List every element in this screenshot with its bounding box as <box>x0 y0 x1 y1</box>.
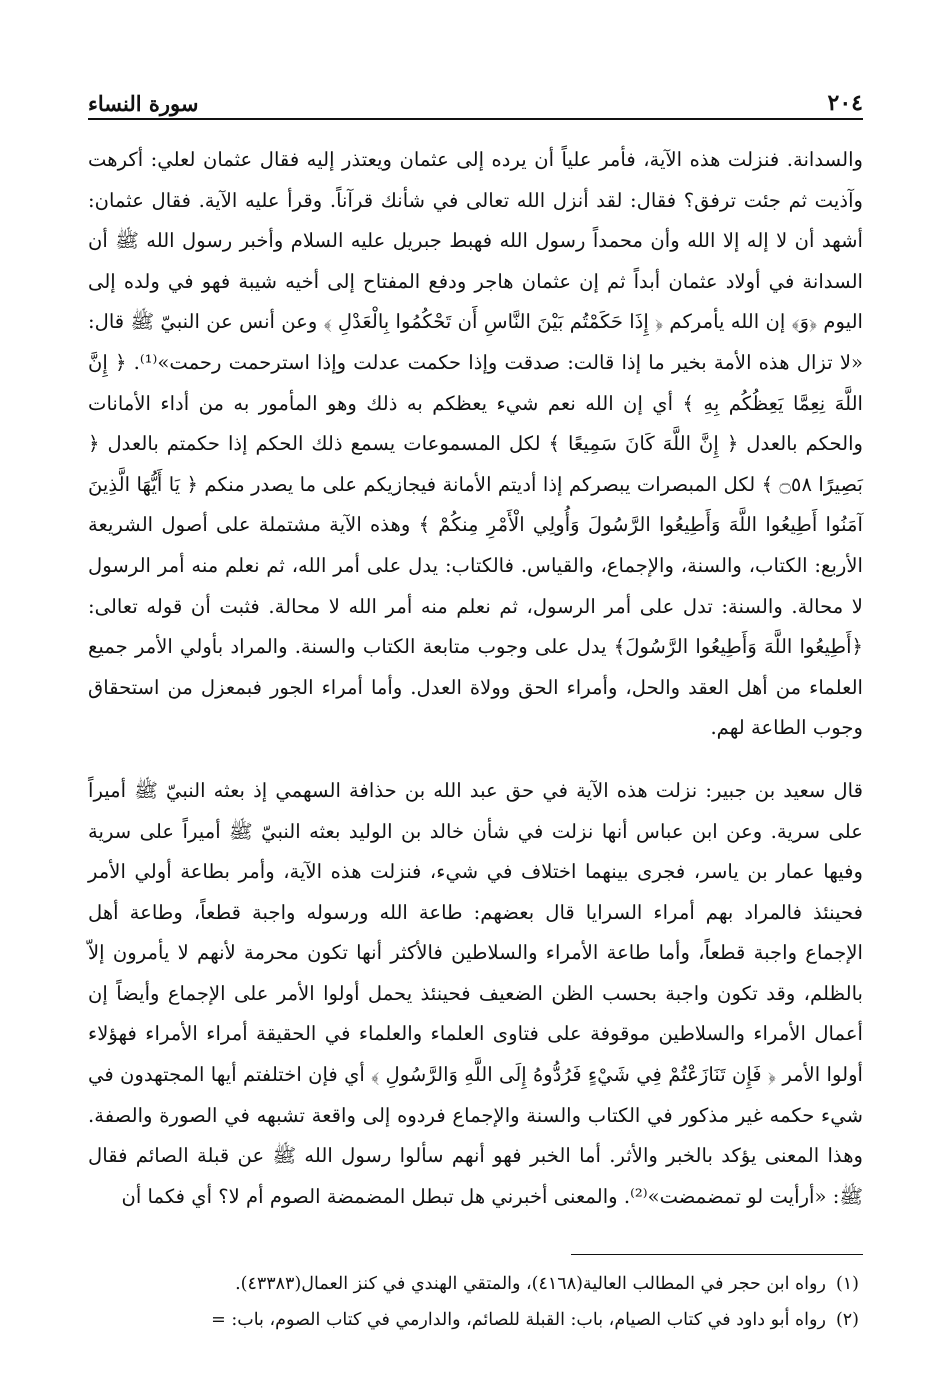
text-line: وَأَطِيعُوا الرَّسُولَ﴾ يدل على وجوب متابعة الكتاب والسنة. والمراد بأولي الأمر جميع العلماء من <box>88 635 863 699</box>
text-line: السدانة في أولاد عثمان أبداً ثم إن عثمان هاجر ودفع المفتاح إلى أخيه شيبة فهو في ولده إلى اليوم <box>88 269 864 334</box>
text-line: فحينئذ فالمراد بهم أمراء السرايا قال بعضهم: طاعة الله ورسوله واجبة قطعاً، وطاعة أهل <box>88 900 863 924</box>
text-line: وآذيت ثم جئت ترفق؟ فقال: لقد أنزل الله تعالى في شأنك قرآناً. وقرأ عليه الآية. فقال عثمان: <box>88 188 863 212</box>
text-line: والسنة: تدل على أمر الرسول، ثم نعلم منه أمر الله لا محالة. فثبت أن قوله تعالى: ﴿أَطِيعُوا اللَّهَ <box>88 594 863 659</box>
footnote-number: (١) <box>835 1274 859 1294</box>
footnote-number: (٢) <box>835 1310 859 1330</box>
text-line: والسدانة. فنزلت هذه الآية، فأمر علياً أن يرده إلى عثمان ويعتذر إليه فقال عثمان لعلي: أكرهت <box>88 148 863 171</box>
text-line: بالظلم، وقد تكون واجبة بحسب الظن الضعيف فحينئذ يحمل أولوا الأمر على الإجماع وأيضاً إن <box>88 981 863 1005</box>
text-line: «أرأيت لو تمضمضت»⁽²⁾. والمعنى أخبرني هل تبطل المضمضة الصوم أم لا؟ أي فكما أن <box>121 1184 827 1208</box>
text-line: ﴿وَ﴾ إن الله يأمركم ﴿ إِذَا حَكَمْتُم بَيْنَ النَّاسِ أَن تَحْكُمُوا بِالْعَدْلِ ﴾ وعن أنس عن النبيّ ﷺ قال: «لا <box>88 310 863 374</box>
text-line: أعمال الأمراء والسلاطين موقوفة على فتاوى العلماء والعلماء في الحقيقة أمراء الأمراء فهؤلاء <box>88 1022 863 1046</box>
page-header <box>88 84 863 116</box>
text-line: والسنة، والإجماع، والقياس. فالكتاب: يدل على أمر الله، ثم نعلم منه أمر الرسول لا محالة. <box>88 553 863 618</box>
page-number: ٢٠٤ <box>827 90 863 116</box>
text-line: وفيها عمار بن ياسر، فجرى بينهما اختلاف في شيء، فنزلت هذه الآية، وأمر بطاعة أولي الأمر <box>88 860 863 884</box>
text-line: أميراً على سرية. وعن ابن عباس أنها نزلت في شأن خالد بن الوليد بعثه النبيّ ﷺ أميراً على سرية <box>88 778 863 843</box>
header-rule <box>88 118 863 120</box>
text-line: أهل العقد والحل، وأمراء الحق وولاة العدل. وأما أمراء الجور فبمعزل من استحقاق وجوب <box>88 675 863 740</box>
text-line: لكل المبصرات يبصركم إذا أديتم الأمانة فيجازيكم على ما يصدر منكم ﴿ يَا أَيُّهَا الَّذِينَ آمَنُوا أَطِيعُوا <box>88 472 863 537</box>
text-line: حكمه غير مذكور في الكتاب والسنة والإجماع فردوه إلى واقعة تشبهه في الصورة والصفة. وهذا <box>88 1103 863 1168</box>
text-line: اللَّهَ وَأَطِيعُوا الرَّسُولَ وَأُولِي الْأَمْرِ مِنكُمْ ﴾ وهذه الآية مشتملة على أصول الشريعة الأربع: الكتاب، <box>88 513 863 577</box>
footnote-rule <box>571 1254 863 1255</box>
footnotes <box>88 1266 859 1338</box>
text-line: قال سعيد بن جبير: نزلت هذه الآية في حق عبد الله بن حذافة السهمي إذ بعثه النبيّ ﷺ <box>134 778 864 802</box>
text-line: المعنى يؤكد بالخبر والأثر. أما الخبر فهو أنهم سألوا رسول الله ﷺ عن قبلة الصائم فقال ﷺ: <box>88 1144 863 1208</box>
text-line: اللَّهَ نِعِمَّا يَعِظُكُم بِهِ ﴾ أي إن الله نعم شيء يعظكم به ذلك وهو المأمور به من أداء الأمانات والحكم <box>88 391 863 456</box>
paragraph-2 <box>88 771 863 1218</box>
text-line: الطاعة لهم. <box>710 716 807 740</box>
footnote-text: رواه ابن حجر في المطالب العالية(٤١٦٨)، والمتقي الهندي في كنز العمال(٤٣٣٨٣). <box>235 1274 826 1294</box>
text-line: تزال هذه الأمة بخير ما إذا قالت: صدقت وإذا حكمت عدلت وإذا استرحمت رحمت»⁽¹⁾. ﴿ إِنَّ <box>88 350 833 374</box>
text-line: أولوا الأمر ﴿ فَإِن تَنَازَعْتُمْ فِي شَيْءٍ فَرُدُّوهُ إِلَى اللَّهِ وَالرَّسُولِ ﴾ أي فإن اختلفتم أيها المجتهدون في شيء <box>88 1063 864 1127</box>
footnote-text: رواه أبو داود في كتاب الصيام، باب: القبلة للصائم، والدارمي في كتاب الصوم، باب: = <box>211 1310 826 1330</box>
text-line: بالعدل ﴿ إِنَّ اللَّهَ كَانَ سَمِيعًا ﴾ لكل المسموعات يسمع ذلك الحكم إذا حكمتم بالعدل ﴿ بَصِيرًا ۝٥٨ ﴾ <box>88 432 863 496</box>
surah-title: سورة النساء <box>88 91 199 116</box>
footnote <box>88 1266 859 1302</box>
main-text <box>88 140 863 1217</box>
footnote <box>88 1302 859 1338</box>
paragraph-1 <box>88 140 863 749</box>
text-line: أشهد أن لا إله إلا الله وأن محمداً رسول الله فهبط جبريل عليه السلام وأخبر رسول الله ﷺ أن <box>88 229 863 253</box>
text-line: الإجماع واجبة قطعاً، وأما طاعة الأمراء والسلاطين فالأكثر أنها تكون محرمة لأنهم لا يأمرون إلاّ <box>88 941 863 965</box>
